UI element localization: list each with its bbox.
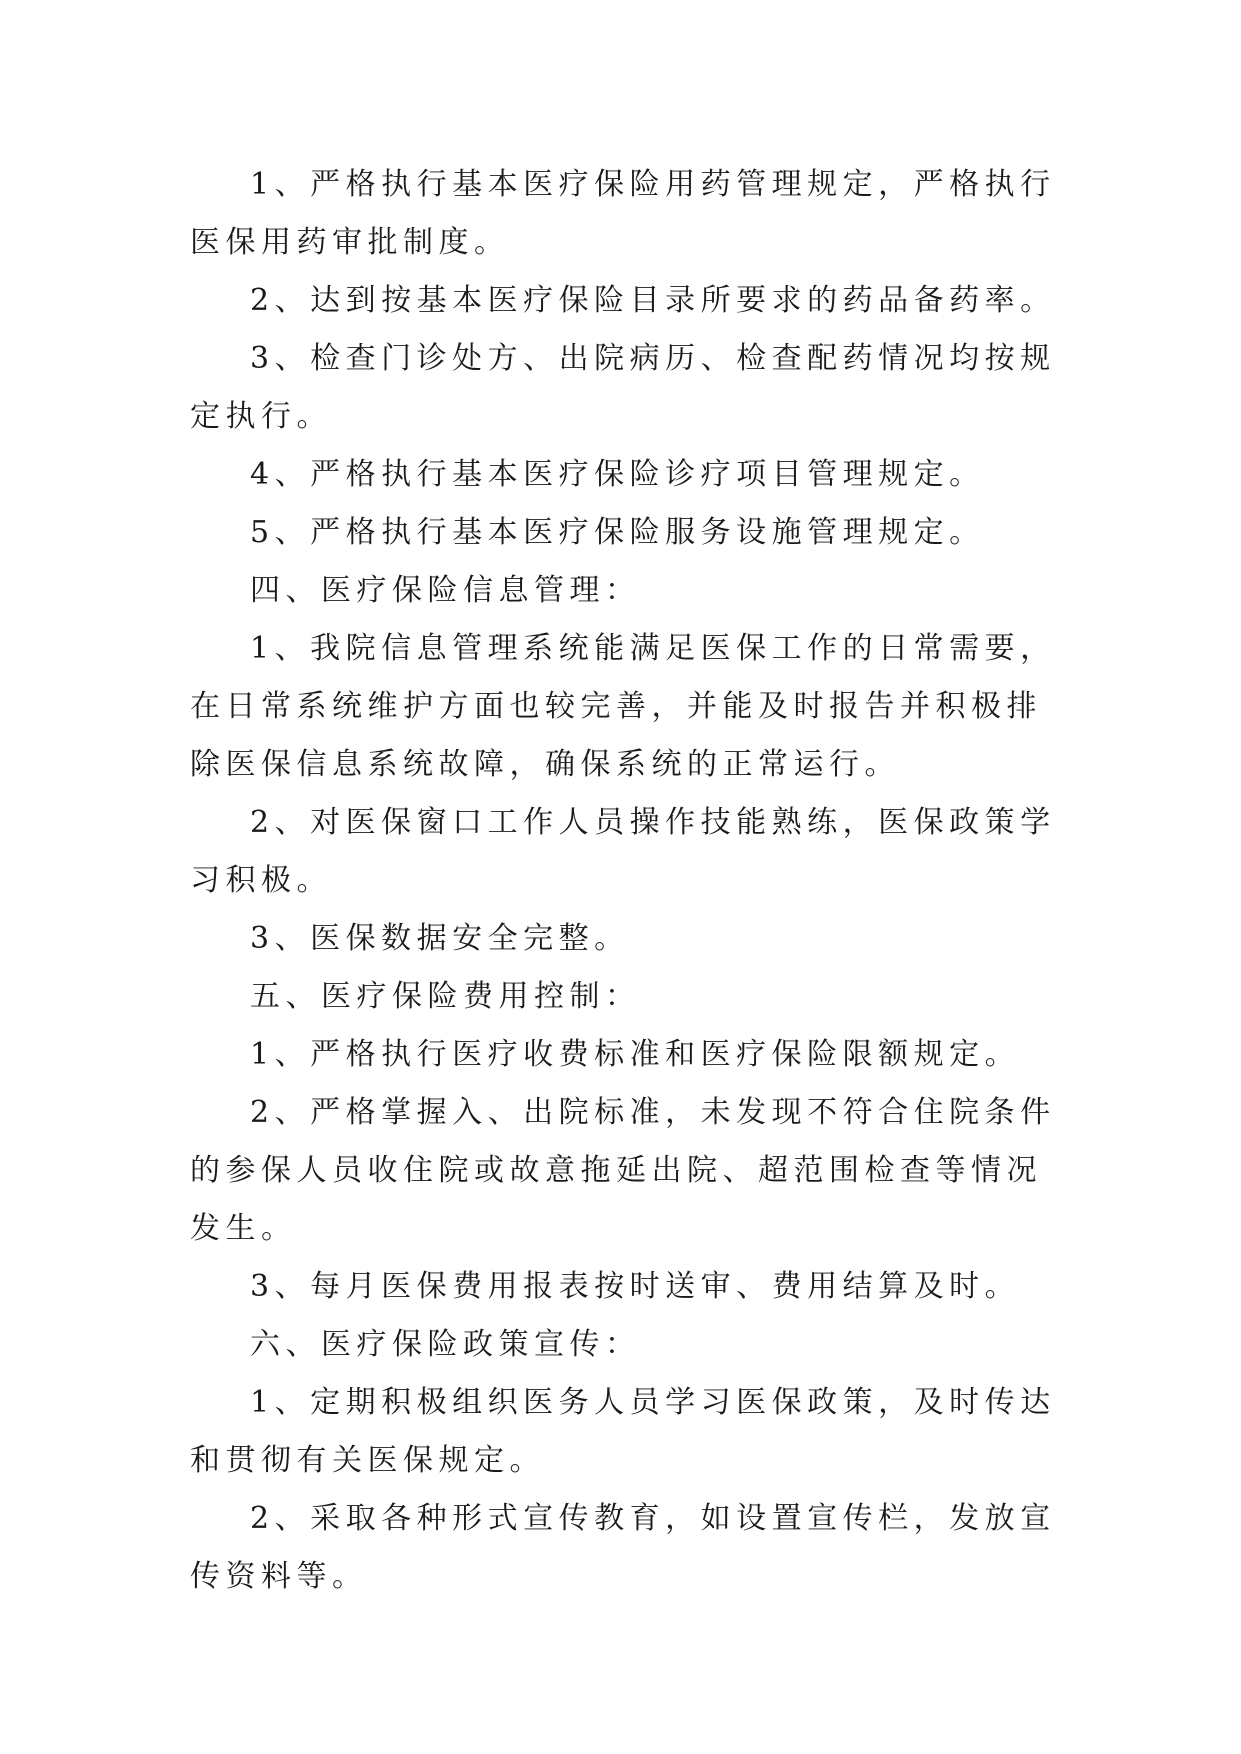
paragraph-data-security: 3、医保数据安全完整。 <box>250 921 630 956</box>
section-heading-policy-publicity: 六、医疗保险政策宣传： <box>250 1327 641 1362</box>
section-heading-cost-control: 五、医疗保险费用控制： <box>250 979 641 1014</box>
paragraph-monthly-reports: 3、每月医保费用报表按时送审、费用结算及时。 <box>250 1269 1021 1304</box>
paragraph-drug-management: 1、严格执行基本医疗保险用药管理规定，严格执行医保用药审批制度。 <box>190 167 1056 260</box>
paragraph-admission-standards: 2、严格掌握入、出院标准，未发现不符合住院条件的参保人员收住院或故意拖延出院、超范围检查等情况发生。 <box>190 1095 1056 1246</box>
paragraph-window-staff: 2、对医保窗口工作人员操作技能熟练，医保政策学习积极。 <box>190 805 1056 898</box>
paragraph-information-system: 1、我院信息管理系统能满足医保工作的日常需要，在日常系统维护方面也较完善，并能及时报告并积极排除医保信息系统故障，确保系统的正常运行。 <box>190 631 1056 782</box>
paragraph-staff-training: 1、定期积极组织医务人员学习医保政策，及时传达和贯彻有关医保规定。 <box>190 1385 1056 1478</box>
section-heading-information: 四、医疗保险信息管理： <box>250 573 641 608</box>
paragraph-prescription-check: 3、检查门诊处方、出院病历、检查配药情况均按规定执行。 <box>190 341 1056 434</box>
paragraph-fee-standards: 1、严格执行医疗收费标准和医疗保险限额规定。 <box>250 1037 1021 1072</box>
paragraph-service-facilities: 5、严格执行基本医疗保险服务设施管理规定。 <box>250 515 985 550</box>
document-body <box>190 156 1060 1606</box>
paragraph-drug-stock-rate: 2、达到按基本医疗保险目录所要求的药品备药率。 <box>250 283 1056 318</box>
paragraph-publicity-forms: 2、采取各种形式宣传教育，如设置宣传栏，发放宣传资料等。 <box>190 1501 1056 1594</box>
paragraph-treatment-items: 4、严格执行基本医疗保险诊疗项目管理规定。 <box>250 457 985 492</box>
